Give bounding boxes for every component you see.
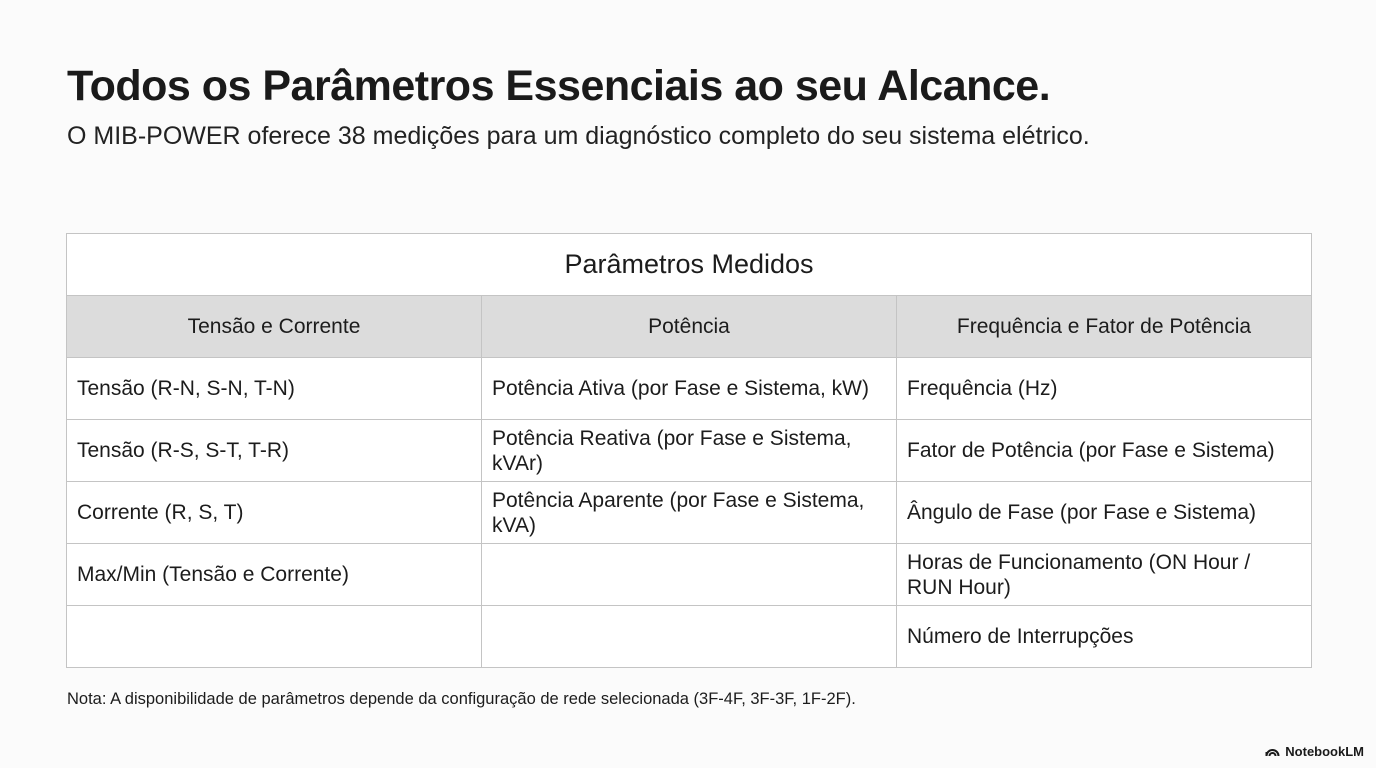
table-cell: Ângulo de Fase (por Fase e Sistema)	[897, 482, 1312, 544]
table-cell: Potência Aparente (por Fase e Sistema, kVA)	[482, 482, 897, 544]
table-row	[67, 544, 1312, 606]
brand-label: NotebookLM	[1285, 744, 1364, 759]
parameters-table	[66, 233, 1312, 668]
table-row	[67, 482, 1312, 544]
column-header-tensao-corrente: Tensão e Corrente	[67, 296, 482, 358]
column-header-frequencia-fator: Frequência e Fator de Potência	[897, 296, 1312, 358]
table-cell: Potência Reativa (por Fase e Sistema, kVAr)	[482, 420, 897, 482]
table-cell: Horas de Funcionamento (ON Hour / RUN Hour)	[897, 544, 1312, 606]
table-row	[67, 420, 1312, 482]
table-caption: Parâmetros Medidos	[67, 234, 1312, 296]
table-cell: Tensão (R-N, S-N, T-N)	[67, 358, 482, 420]
table-cell: Frequência (Hz)	[897, 358, 1312, 420]
page-title: Todos os Parâmetros Essenciais ao seu Alcance.	[67, 62, 1051, 110]
table-cell: Fator de Potência (por Fase e Sistema)	[897, 420, 1312, 482]
table-cell	[482, 606, 897, 668]
table-cell: Potência Ativa (por Fase e Sistema, kW)	[482, 358, 897, 420]
table-cell: Tensão (R-S, S-T, T-R)	[67, 420, 482, 482]
page-subtitle: O MIB-POWER oferece 38 medições para um diagnóstico completo do seu sistema elétrico.	[67, 122, 1090, 150]
table-caption-row	[67, 234, 1312, 296]
footnote: Nota: A disponibilidade de parâmetros depende da configuração de rede selecionada (3F-4F, 3F-3F, 1F-2F).	[67, 690, 856, 708]
table-cell: Corrente (R, S, T)	[67, 482, 482, 544]
notebooklm-logo-icon	[1265, 746, 1280, 757]
table-cell	[482, 544, 897, 606]
column-header-potencia: Potência	[482, 296, 897, 358]
table-row	[67, 606, 1312, 668]
brand-watermark	[1265, 744, 1364, 759]
table-cell: Número de Interrupções	[897, 606, 1312, 668]
table-header-row	[67, 296, 1312, 358]
table-cell: Max/Min (Tensão e Corrente)	[67, 544, 482, 606]
table-cell	[67, 606, 482, 668]
table-row	[67, 358, 1312, 420]
